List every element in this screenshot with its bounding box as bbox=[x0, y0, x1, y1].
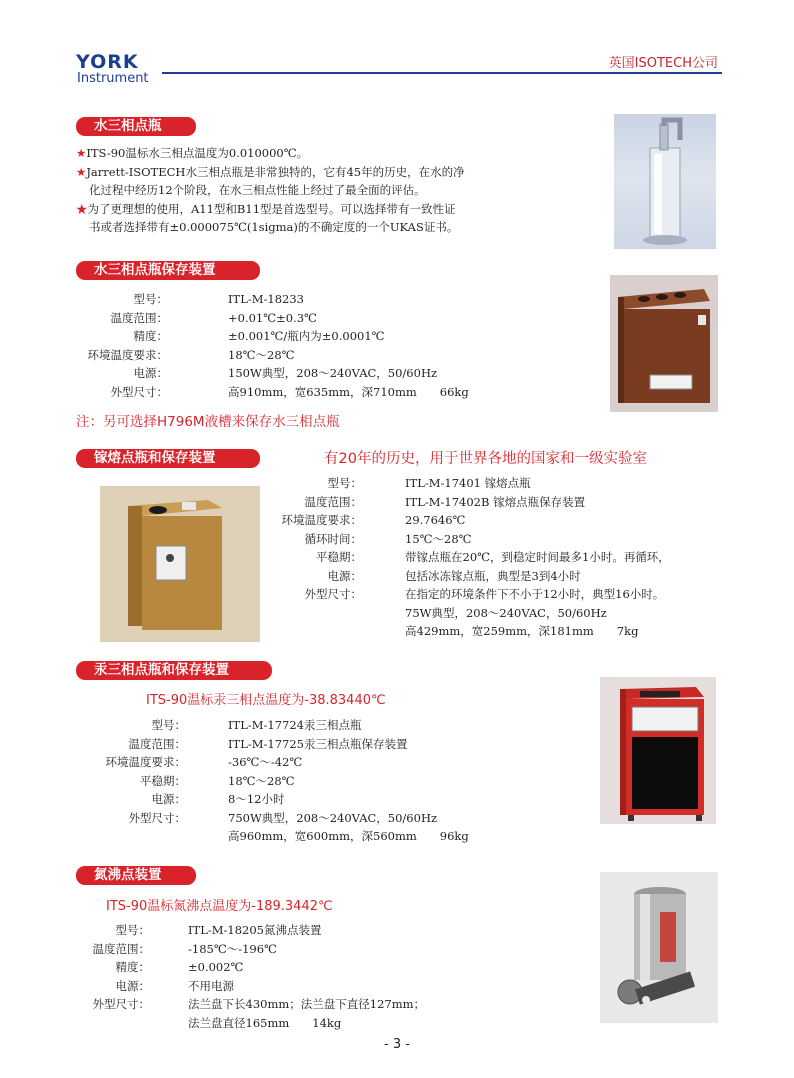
section-title-nitrogen-point: 氮沸点装置 bbox=[76, 866, 196, 885]
spec-values bbox=[228, 290, 469, 401]
spec-label: 温度范围： bbox=[92, 941, 150, 956]
header-rule bbox=[162, 72, 722, 74]
spec-value: ±0.001℃/瓶内为±0.0001℃ bbox=[228, 329, 385, 343]
spec-value: 法兰盘下长430mm；法兰盘下直径127mm； bbox=[188, 997, 426, 1011]
spec-label: 平稳期： bbox=[316, 550, 362, 564]
section-title-water-cell: 水三相点瓶 bbox=[76, 117, 196, 136]
spec-label: 循环时间： bbox=[304, 531, 362, 546]
spec-value: 高910mm，宽635mm，深710mm 66kg bbox=[228, 384, 469, 399]
description-line: 化过程中经历12个阶段，在水三相点性能上经过了最全面的评估。 bbox=[89, 183, 426, 197]
logo-york: YORK bbox=[76, 51, 139, 73]
spec-value: ±0.002℃ bbox=[188, 960, 244, 974]
spec-value: 高960mm，宽600mm，深560mm 96kg bbox=[228, 829, 469, 843]
description-line: ★ITS-90温标水三相点温度为0.010000℃。 bbox=[76, 146, 309, 160]
star-bullet-icon: ★ bbox=[76, 201, 88, 216]
spec-label: 外型尺寸： bbox=[110, 384, 168, 399]
section-title-gallium-cell: 镓熔点瓶和保存装置 bbox=[76, 449, 260, 468]
spec-label: 精度： bbox=[115, 960, 150, 974]
spec-label: 温度范围： bbox=[110, 310, 168, 325]
star-bullet-icon: ★ bbox=[76, 164, 87, 179]
spec-value: 29.7646℃ bbox=[405, 513, 466, 527]
spec-value: ITL-M-17401 镓熔点瓶 bbox=[405, 476, 531, 490]
spec-label: 电源： bbox=[115, 978, 150, 993]
spec-value: 15℃～28℃ bbox=[405, 531, 472, 546]
spec-label: 型号： bbox=[327, 476, 362, 490]
mercury-subtitle: ITS-90温标汞三相点温度为-38.83440℃ bbox=[146, 693, 386, 708]
spec-labels bbox=[76, 290, 168, 401]
water-cell-photo bbox=[614, 114, 716, 249]
logo-instrument: Instrument bbox=[77, 71, 149, 86]
gallium-apparatus-photo bbox=[100, 486, 260, 642]
spec-label: 型号： bbox=[133, 292, 168, 306]
page-number: - 3 - bbox=[384, 1037, 410, 1052]
spec-value: ITL-M-17724汞三相点瓶 bbox=[228, 718, 362, 732]
nitrogen-apparatus-photo bbox=[600, 872, 718, 1023]
spec-value: 750W典型，208～240VAC，50/60Hz bbox=[228, 810, 438, 825]
maintenance-bath-photo bbox=[610, 275, 718, 412]
spec-value: 8～12小时 bbox=[228, 792, 285, 806]
spec-value: 包括冰冻镓点瓶，典型是3到4小时 bbox=[405, 568, 581, 583]
spec-value: 18℃～28℃ bbox=[228, 773, 295, 788]
mercury-spec-labels bbox=[80, 716, 186, 827]
spec-label: 平稳期： bbox=[140, 773, 186, 788]
spec-value: 带镓点瓶在20℃，到稳定时间最多1小时。再循环， bbox=[405, 550, 670, 564]
spec-value: -185℃～-196℃ bbox=[188, 941, 277, 956]
spec-value: 150W典型，208～240VAC，50/60Hz bbox=[228, 366, 438, 380]
spec-value: +0.01℃±0.3℃ bbox=[228, 310, 317, 325]
spec-value: 18℃～28℃ bbox=[228, 347, 295, 362]
gallium-subtitle: 有20年的历史，用于世界各地的国家和一级实验室 bbox=[324, 451, 647, 467]
spec-label: 型号： bbox=[115, 923, 150, 937]
spec-label: 环境温度要求： bbox=[105, 755, 186, 769]
spec-value: ITL-M-18233 bbox=[228, 292, 304, 306]
gallium-spec-values bbox=[405, 474, 670, 641]
spec-label: 外型尺寸： bbox=[304, 587, 362, 601]
spec-value: 75W典型，208～240VAC，50/60Hz bbox=[405, 605, 607, 620]
description-line: ★为了更理想的使用，A11型和B11型是首选型号。可以选择带有一致性证 bbox=[76, 201, 456, 216]
spec-value: 法兰盘直径165mm 14kg bbox=[188, 1015, 342, 1030]
nitrogen-spec-values bbox=[188, 921, 425, 1032]
description-line: 书或者选择带有±0.000075℃(1sigma)的不确定度的一个UKAS证书。 bbox=[89, 220, 459, 234]
spec-label: 温度范围： bbox=[304, 494, 362, 509]
spec-label: 电源： bbox=[133, 366, 168, 380]
gallium-spec-labels bbox=[262, 474, 362, 604]
company-name: 英国ISOTECH公司 bbox=[608, 56, 718, 71]
nitrogen-spec-labels bbox=[60, 921, 150, 1014]
spec-label: 环境温度要求： bbox=[87, 347, 168, 362]
spec-label: 电源： bbox=[327, 568, 362, 583]
mercury-spec-values bbox=[228, 716, 469, 846]
spec-value: ITL-M-17402B 镓熔点瓶保存装置 bbox=[405, 494, 586, 509]
spec-label: 环境温度要求： bbox=[281, 513, 362, 527]
water-cell-note: 注：另可选择H796M液槽来保存水三相点瓶 bbox=[76, 414, 340, 430]
spec-value: ITL-M-17725汞三相点瓶保存装置 bbox=[228, 736, 408, 751]
spec-label: 精度： bbox=[133, 329, 168, 343]
spec-label: 外型尺寸： bbox=[92, 997, 150, 1011]
spec-label: 外型尺寸： bbox=[128, 810, 186, 825]
star-bullet-icon: ★ bbox=[76, 146, 87, 160]
spec-value: 不用电源 bbox=[188, 978, 234, 993]
spec-value: 高429mm，宽259mm，深181mm 7kg bbox=[405, 624, 639, 638]
spec-label: 温度范围： bbox=[128, 736, 186, 751]
water-cell-description bbox=[76, 144, 465, 237]
spec-value: -36℃～-42℃ bbox=[228, 755, 303, 769]
nitrogen-subtitle: ITS-90温标氮沸点温度为-189.3442℃ bbox=[106, 899, 333, 914]
section-title-mercury-cell: 汞三相点瓶和保存装置 bbox=[76, 661, 272, 680]
spec-value: ITL-M-18205氮沸点装置 bbox=[188, 923, 322, 937]
spec-value: 在指定的环境条件下不小于12小时，典型16小时。 bbox=[405, 587, 665, 601]
section-title-water-cell-maintenance: 水三相点瓶保存装置 bbox=[76, 261, 260, 280]
spec-label: 型号： bbox=[151, 718, 186, 732]
mercury-apparatus-photo bbox=[600, 677, 716, 824]
description-line: ★Jarrett-ISOTECH水三相点瓶是非常独特的，它有45年的历史，在水的净 bbox=[76, 164, 465, 179]
spec-label: 电源： bbox=[151, 792, 186, 806]
